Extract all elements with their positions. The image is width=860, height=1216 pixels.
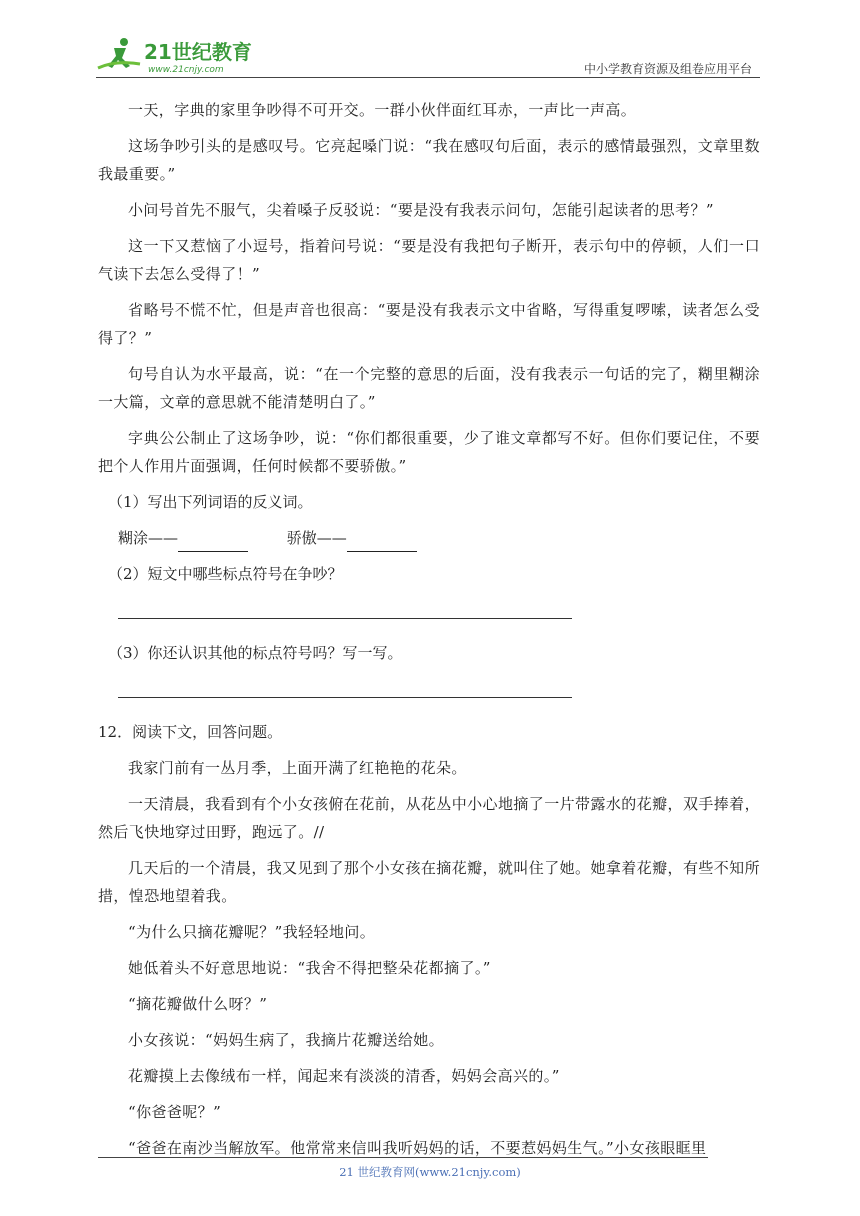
antonym-row [98,524,760,552]
paragraph: 几天后的一个清晨，我又见到了那个小女孩在摘花瓣，就叫住了她。她拿着花瓣，有些不知所措，惶恐地望着我。 [98,859,760,905]
question-1: （1）写出下列词语的反义词。 [108,493,313,511]
answer-line[interactable] [118,661,572,698]
paragraph: 字典公公制止了这场争吵，说：“你们都很重要，少了谁文章都写不好。但你们要记住，不要把个人作用片面强调，任何时候都不要骄傲。” [98,429,760,475]
footer-link[interactable]: 21 世纪教育网(www.21cnjy.com) [339,1165,521,1179]
runner-icon [98,38,140,68]
word-label: 糊涂—— [118,529,179,547]
paragraph: 花瓣摸上去像绒布一样，闻起来有淡淡的清香，妈妈会高兴的。” [128,1067,560,1085]
answer-line[interactable] [118,582,572,619]
answer-blank[interactable] [347,533,417,552]
paragraph: 小问号首先不服气，尖着嗓子反驳说：“要是没有我表示问句，怎能引起读者的思考？” [128,201,714,219]
document-body [98,96,760,1170]
question-3: （3）你还认识其他的标点符号吗？写一写。 [108,644,403,662]
paragraph: 小女孩说：“妈妈生病了，我摘片花瓣送给她。 [128,1031,445,1049]
paragraph: “摘花瓣做什么呀？” [128,995,268,1013]
paragraph: 一天清晨，我看到有个小女孩俯在花前，从花丛中小心地摘了一片带露水的花瓣，双手捧着，然后飞快地穿过田野，跑远了。// [98,795,760,841]
header-platform-text: 中小学教育资源及组卷应用平台 [583,62,752,76]
paragraph: 这场争吵引头的是感叹号。它亮起嗓门说：“我在感叹句后面，表示的感情最强烈，文章里数我最重要。” [98,137,760,183]
svg-text:www.21cnjy.com: www.21cnjy.com [148,65,224,75]
header-divider [96,77,760,78]
paragraph: “你爸爸呢？” [128,1103,222,1121]
paragraph: “为什么只摘花瓣呢？”我轻轻地问。 [128,923,376,941]
svg-text:21世纪教育: 21世纪教育 [144,40,252,64]
footer-divider [98,1157,708,1158]
paragraph: 句号自认为水平最高，说：“在一个完整的意思的后面，没有我表示一句话的完了，糊里糊涂一大篇，文章的意思就不能清楚明白了。” [98,365,760,411]
site-logo [96,34,266,78]
paragraph: 我家门前有一丛月季，上面开满了红艳艳的花朵。 [128,759,467,777]
answer-blank[interactable] [178,533,248,552]
page-header [96,34,760,78]
word-label: 骄傲—— [286,529,347,547]
paragraph: 省略号不慌不忙，但是声音也很高：“要是没有我表示文中省略，写得重复啰嗦，读者怎么受得了？” [98,301,760,347]
question-2: （2）短文中哪些标点符号在争吵？ [108,565,343,583]
paragraph: 这一下又惹恼了小逗号，指着问号说：“要是没有我把句子断开，表示句中的停顿，人们一口气读下去怎么受得了！” [98,237,760,283]
paragraph: 一天，字典的家里争吵得不可开交。一群小伙伴面红耳赤，一声比一声高。 [128,101,637,119]
question-12-title: 12．阅读下文，回答问题。 [98,723,283,741]
paragraph: “爸爸在南沙当解放军。他常常来信叫我听妈妈的话，不要惹妈妈生气。”小女孩眼眶里 [128,1139,707,1157]
paragraph: 她低着头不好意思地说：“我舍不得把整朵花都摘了。” [128,959,491,977]
